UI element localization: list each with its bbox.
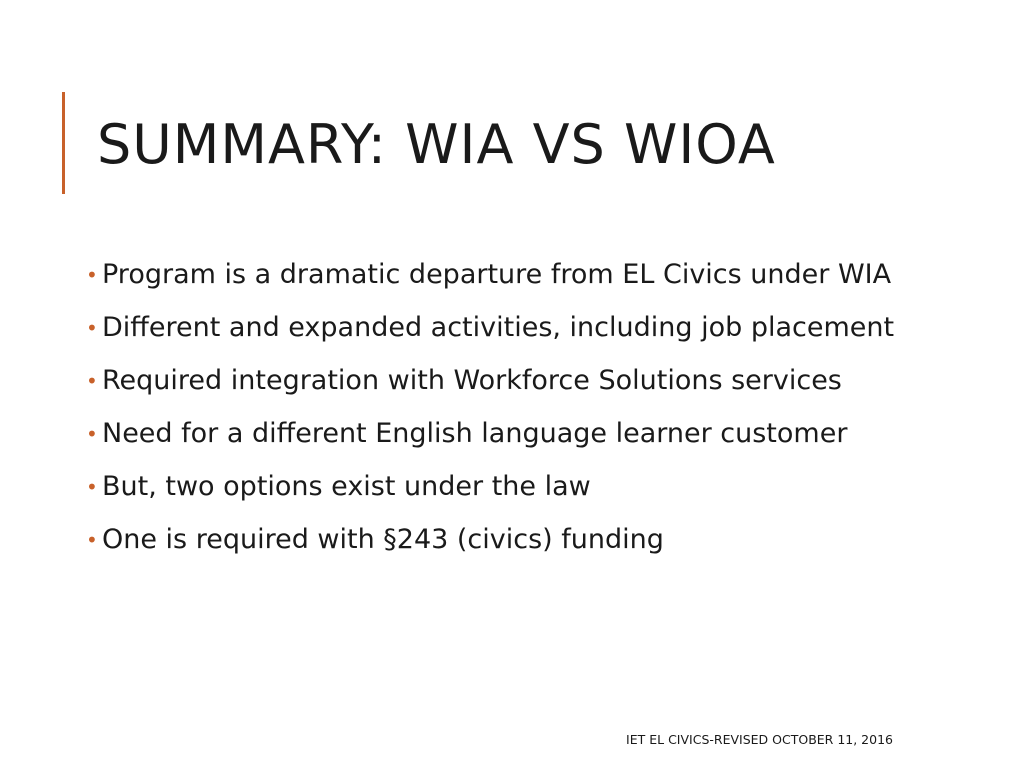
- bullet-list: [86, 258, 916, 576]
- bullet-dot-icon: •: [86, 528, 98, 552]
- bullet-item: [86, 470, 916, 504]
- bullet-text: One is required with §243 (civics) funding: [102, 524, 664, 555]
- bullet-dot-icon: •: [86, 263, 98, 287]
- bullet-text: But, two options exist under the law: [102, 471, 591, 502]
- bullet-dot-icon: •: [86, 475, 98, 499]
- bullet-item: [86, 258, 916, 292]
- bullet-dot-icon: •: [86, 369, 98, 393]
- bullet-dot-icon: •: [86, 422, 98, 446]
- bullet-text: Required integration with Workforce Solutions services: [102, 365, 842, 396]
- bullet-text: Program is a dramatic departure from EL Civics under WIA: [102, 259, 892, 290]
- bullet-item: [86, 364, 916, 398]
- bullet-text: Need for a different English language learner customer: [102, 418, 848, 449]
- title-accent-bar: [62, 92, 65, 194]
- bullet-item: [86, 417, 916, 451]
- bullet-item: [86, 311, 916, 345]
- slide-title: SUMMARY: WIA VS WIOA: [97, 113, 776, 176]
- bullet-text: Different and expanded activities, including job placement: [102, 312, 895, 343]
- slide-footer: IET EL CIVICS-REVISED OCTOBER 11, 2016: [626, 732, 893, 747]
- bullet-dot-icon: •: [86, 316, 98, 340]
- bullet-item: [86, 523, 916, 557]
